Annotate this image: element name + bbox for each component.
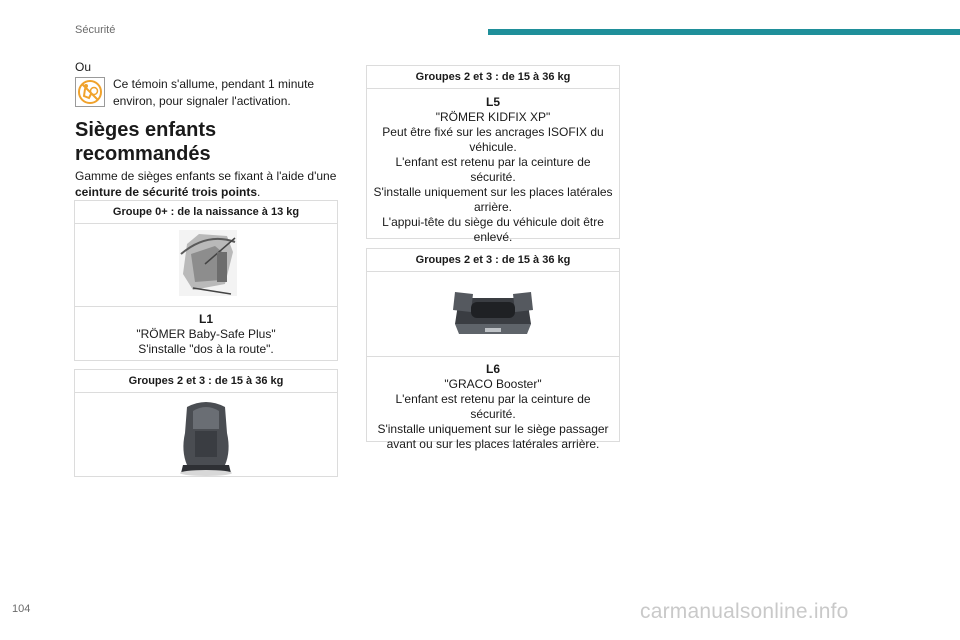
- seat-description-line: L'enfant est retenu par la ceinture de sécurité.: [395, 155, 591, 184]
- card-group-header: Groupes 2 et 3 : de 15 à 36 kg: [367, 249, 619, 272]
- seat-description-line: L'appui-tête du siège du véhicule doit être enlevé.: [382, 215, 604, 244]
- child-seat-card-l6: [366, 248, 620, 451]
- seat-install-note: S'installe "dos à la route".: [138, 342, 274, 356]
- seat-description-line: Peut être fixé sur les ancrages ISOFIX du véhicule.: [382, 125, 604, 154]
- seat-model-code: L6: [485, 362, 500, 376]
- rear-facing-infant-seat-image: [75, 224, 337, 307]
- warning-text: Ce témoin s'allume, pendant 1 minute environ, pour signaler l'activation.: [113, 77, 315, 108]
- page-title: Sièges enfants recommandés: [75, 119, 217, 165]
- section-header: Sécurité: [75, 24, 116, 36]
- seat-description-line: S'installe uniquement sur les places latérales arrière.: [373, 185, 613, 214]
- seat-model-name: "RÖMER KIDFIX XP": [435, 110, 551, 124]
- card-description: [367, 357, 619, 452]
- card-group-header: Groupes 2 et 3 : de 15 à 36 kg: [367, 66, 619, 89]
- page-number: 104: [12, 603, 31, 615]
- booster-cushion-image: [367, 272, 619, 357]
- watermark: carmanualsonline.info: [640, 600, 849, 623]
- seat-model-name: "GRACO Booster": [444, 377, 542, 391]
- high-back-booster-seat-image: [75, 393, 337, 477]
- seat-description-line: S'installe uniquement sur le siège passager avant ou sur les places latérales arrière.: [377, 422, 609, 451]
- seat-description-line: L'enfant est retenu par la ceinture de sécurité.: [395, 392, 591, 421]
- child-seat-card-booster-highback: [74, 369, 338, 477]
- child-seat-card-l1: [74, 200, 338, 361]
- emphasis-text: ceinture de sécurité trois points: [75, 185, 258, 199]
- card-group-header: Groupes 2 et 3 : de 15 à 36 kg: [75, 370, 337, 393]
- card-description: [75, 307, 337, 357]
- seat-model-code: L5: [485, 95, 500, 109]
- card-group-header: Groupe 0+ : de la naissance à 13 kg: [75, 201, 337, 224]
- or-label: Ou: [75, 60, 92, 74]
- header-accent-bar: [488, 29, 960, 35]
- child-seat-card-l5: [366, 65, 620, 244]
- section-description: Gamme de sièges enfants se fixant à l'aide d'une ceinture de sécurité trois points.: [75, 169, 337, 199]
- seat-model-name: "RÖMER Baby-Safe Plus": [136, 327, 276, 341]
- airbag-off-icon: [75, 77, 105, 107]
- card-description: [367, 89, 619, 245]
- seat-model-code: L1: [198, 312, 213, 326]
